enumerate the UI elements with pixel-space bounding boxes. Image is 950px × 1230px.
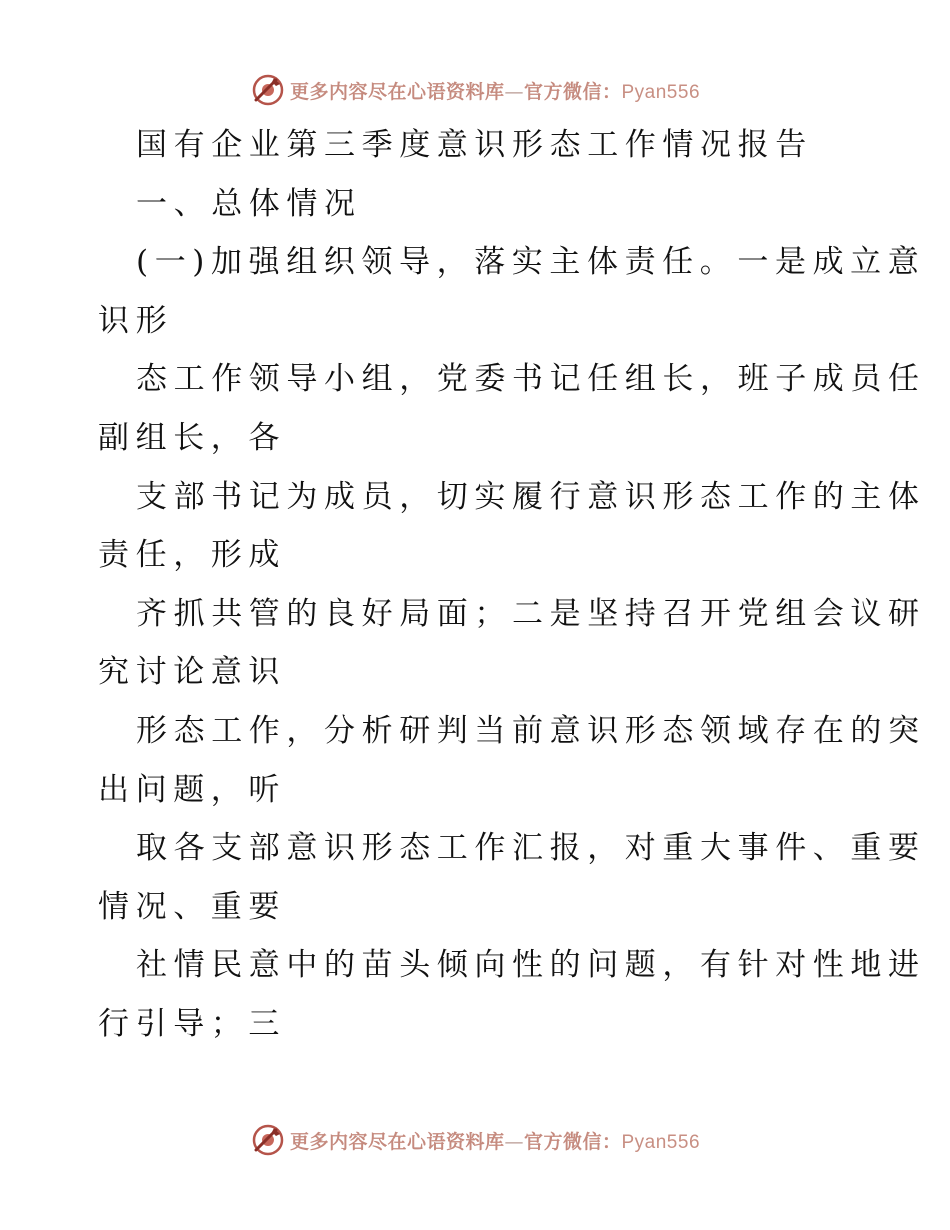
seal-logo-icon (250, 72, 286, 108)
document-body (98, 116, 926, 1054)
paragraph-line: 社情民意中的苗头倾向性的问题，有针对性地进 (136, 947, 926, 984)
paragraph-line: 支部书记为成员，切实履行意识形态工作的主体 (136, 478, 926, 515)
watermark-separator: — (504, 1130, 524, 1153)
watermark-text (290, 1127, 700, 1154)
paragraph-line: 行引导；三 (98, 1005, 286, 1042)
seal-logo-icon (250, 1122, 286, 1158)
paragraph-line: 出问题，听 (98, 771, 286, 808)
watermark-separator: — (504, 80, 524, 103)
watermark-cn-text: 更多内容尽在心语资料库 (289, 80, 505, 103)
paragraph-line: 齐抓共管的良好局面；二是坚持召开党组会议研 (136, 595, 926, 632)
paragraph-line: 责任，形成 (98, 537, 286, 574)
paragraph-line: (一)加强组织领导，落实主体责任。一是成立意 (136, 244, 926, 281)
watermark-text (290, 77, 700, 104)
paragraph-line: 取各支部意识形态工作汇报，对重大事件、重要 (136, 830, 926, 867)
paragraph-line: 情况、重要 (98, 888, 286, 925)
section-heading: 一、总体情况 (136, 185, 362, 222)
watermark-wechat-id: Pyan556 (621, 81, 701, 103)
paragraph-line: 究讨论意识 (98, 654, 286, 691)
watermark-wechat-label: 官方微信： (523, 1130, 622, 1153)
header-watermark (0, 70, 950, 110)
document-title: 国有企业第三季度意识形态工作情况报告 (136, 127, 813, 163)
watermark-wechat-label: 官方微信： (523, 80, 622, 103)
watermark-cn-text: 更多内容尽在心语资料库 (289, 1130, 505, 1153)
watermark-wechat-id: Pyan556 (621, 1131, 701, 1153)
paragraph-line: 态工作领导小组，党委书记任组长，班子成员任 (136, 361, 926, 398)
paragraph-line: 识形 (98, 302, 174, 339)
paragraph-line: 形态工作，分析研判当前意识形态领域存在的突 (136, 712, 926, 749)
paragraph-line: 副组长，各 (98, 419, 286, 456)
footer-watermark (0, 1120, 950, 1160)
